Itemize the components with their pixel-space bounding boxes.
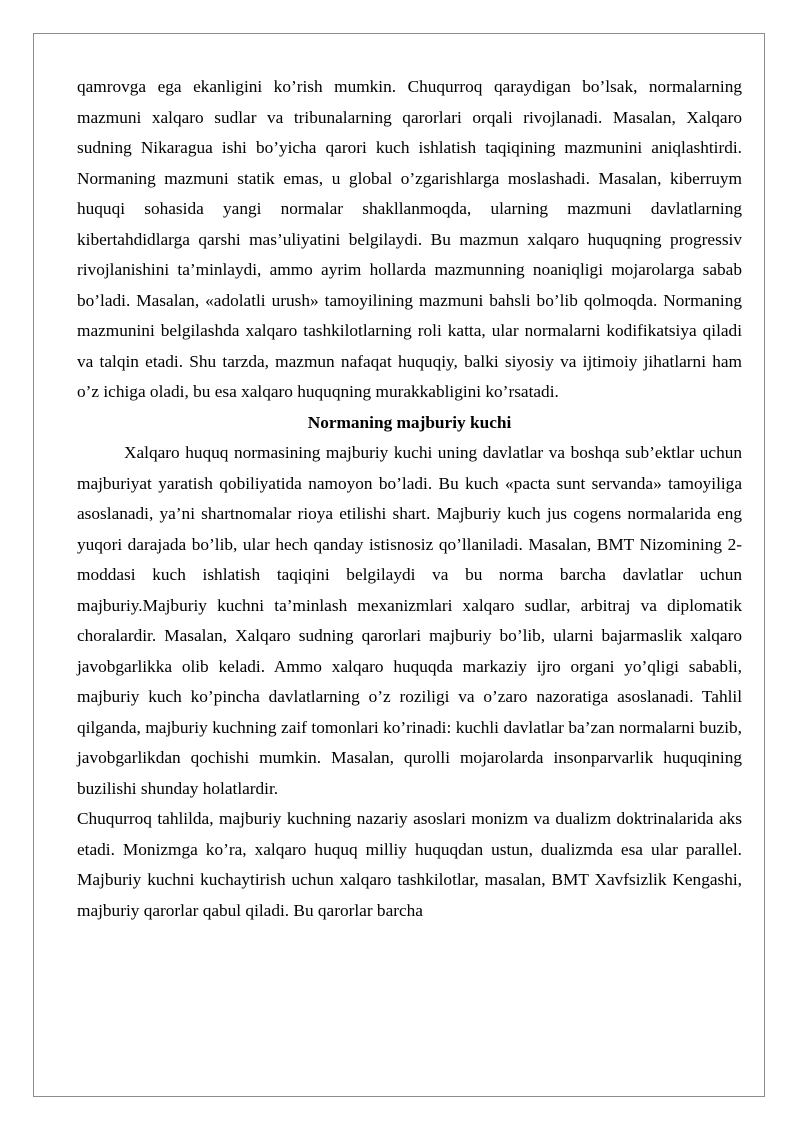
paragraph-deeper-analysis: Chuqurroq tahlilda, majburiy kuchning nazariy asoslari monizm va dualizm doktrinalarida aks etadi. Monizmga ko’ra, xalqaro huquq milliy huquqdan ustun, dualizmda esa ular parallel. Majburiy kuchni kuchaytirish uchun xalqaro tashkilotlar, masalan, BMT Xavfsizlik Kengashi, majburiy qarorlar qabul qiladi. Bu qarorlar barcha <box>77 809 742 920</box>
paragraph-content-intro: qamrovga ega ekanligini ko’rish mumkin. Chuqurroq qaraydigan bo’lsak, normalarning mazmuni xalqaro sudlar va tribunalarning qarorlari orqali rivojlanadi. Masalan, Xalqaro sudning Nikaragua ishi bo’yicha qarori kuch ishlatish taqiqining mazmunini aniqlashtirdi. Normaning mazmuni statik emas, u global o’zgarishlarga moslashadi. Masalan, kiberruym huquqi sohasida yangi normalar shakllanmoqda, ularning mazmuni davlatlarning kibertahdidlarga qarshi mas’uliyatini belgilaydi. Bu mazmun xalqaro huquqning progressiv rivojlanishini ta’minlaydi, ammo ayrim hollarda mazmunning noaniqligi mojarolarga sabab bo’ladi. Masalan, «adolatli urush» tamoyilining mazmuni bahsli bo’lib qolmoqda. Normaning mazmunini belgilashda xalqaro tashkilotlarning roli katta, ular normalarni kodifikatsiya qiladi va talqin etadi. Shu tarzda, mazmun nafaqat huquqiy, balki siyosiy va ijtimoiy jihatlarni ham o’z ichiga oladi, bu esa xalqaro huquqning murakkabligini ko’rsatadi. <box>77 77 742 401</box>
document-body <box>77 72 742 926</box>
section-heading: Normaning majburiy kuchi <box>307 412 512 432</box>
paragraph-binding-force: Xalqaro huquq normasining majburiy kuchi uning davlatlar va boshqa sub’ektlar uchun majburiyat yaratish qobiliyatida namoyon bo’ladi. Bu kuch «pacta sunt servanda» tamoyiliga asoslanadi, ya’ni shartnomalar rioya etilishi shart. Majburiy kuch jus cogens normalarida eng yuqori darajada bo’lib, ular hech qanday istisnosiz qo’llaniladi. Masalan, BMT Nizomining 2-moddasi kuch ishlatish taqiqini belgilaydi va bu norma barcha davlatlar uchun majburiy.Majburiy kuchni ta’minlash mexanizmlari xalqaro sudlar, arbitraj va diplomatik choralardir. Masalan, Xalqaro sudning qarorlari majburiy bo’lib, ularni bajarmaslik xalqaro javobgarlikka olib keladi. Ammo xalqaro huquqda markaziy ijro organi yo’qligi sababli, majburiy kuch ko’pincha davlatlarning o’z roziligi va o’zaro nazoratiga asoslanadi. Tahlil qilganda, majburiy kuchning zaif tomonlari ko’rinadi: kuchli davlatlar ba’zan normalarni buzib, javobgarlikdan qochishi mumkin. Masalan, qurolli mojarolarda insonparvarlik huquqining buzilishi shunday holatlardir. <box>77 443 742 798</box>
